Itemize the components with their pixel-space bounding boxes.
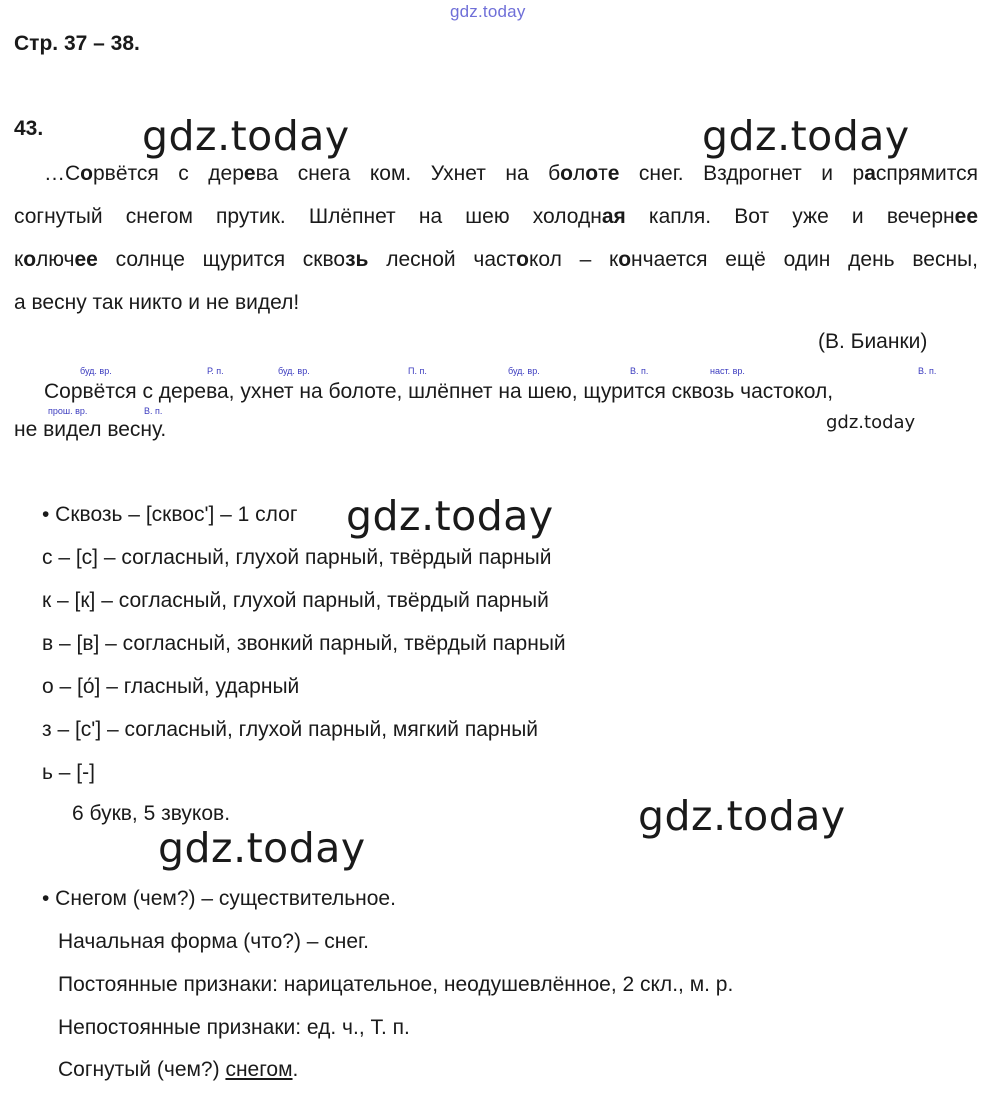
highlighted-letters: е	[607, 162, 620, 185]
highlighted-letters: о	[585, 162, 599, 185]
morph-phrase-prefix: Согнутый (чем?)	[58, 1058, 226, 1081]
highlighted-letters: ее	[74, 248, 98, 271]
morph-initial-form: Начальная форма (что?) – снег.	[58, 930, 369, 953]
morph-phrase-suffix: .	[292, 1058, 299, 1081]
highlighted-letters: ее	[954, 205, 978, 228]
phrase-block	[0, 366, 985, 480]
author: (В. Бианки)	[818, 330, 928, 353]
text-segment: а весну так никто и не видел!	[14, 291, 300, 314]
text-segment: снег. Вздрогнет и р	[619, 162, 865, 185]
text-segment: люч	[36, 248, 75, 271]
text-line	[14, 281, 978, 324]
text-line	[14, 152, 978, 195]
phonetic-row: в – [в] – согласный, звонкий парный, твёрдый парный	[42, 632, 566, 655]
watermark-small: gdz.today	[826, 412, 916, 433]
grammar-tag: Р. п.	[207, 366, 224, 376]
phrase-line: не видел весну.	[14, 418, 167, 441]
grammar-tag: П. п.	[408, 366, 427, 376]
highlighted-letters: о	[560, 162, 573, 185]
grammar-tag: буд. вр.	[508, 366, 540, 376]
phonetic-row: к – [к] – согласный, глухой парный, твёрдый парный	[42, 589, 549, 612]
highlighted-letters: ая	[601, 205, 626, 228]
grammar-tag: наст. вр.	[710, 366, 745, 376]
exercise-text	[14, 152, 978, 324]
highlighted-letters: о	[23, 248, 37, 271]
watermark-large: gdz.today	[158, 824, 366, 872]
highlighted-letters: о	[618, 248, 632, 271]
grammar-tag: буд. вр.	[80, 366, 112, 376]
text-segment: солнце щурится скво	[97, 248, 346, 271]
grammar-tag: буд. вр.	[278, 366, 310, 376]
text-line	[14, 238, 978, 281]
phonetic-row: с – [с] – согласный, глухой парный, твёрдый парный	[42, 546, 552, 569]
morph-nonconstant-features: Непостоянные признаки: ед. ч., Т. п.	[58, 1016, 410, 1039]
morph-title: • Снегом (чем?) – существительное.	[42, 887, 396, 910]
text-segment: к	[14, 248, 24, 271]
text-segment: ва снега ком. Ухнет на б	[255, 162, 561, 185]
grammar-tag: В. п.	[918, 366, 937, 376]
text-segment: рвётся с дер	[93, 162, 244, 185]
text-segment: согнутый снегом прутик. Шлёпнет на шею холодн	[14, 205, 602, 228]
phonetic-row: ь – [-]	[42, 761, 95, 784]
watermark-large: gdz.today	[142, 112, 350, 160]
grammar-tag: В. п.	[630, 366, 649, 376]
phonetic-summary: 6 букв, 5 звуков.	[72, 802, 231, 825]
watermark-large: gdz.today	[638, 792, 846, 840]
morph-phrase	[58, 1058, 298, 1082]
highlighted-letters: а	[864, 162, 876, 185]
text-segment: лесной част	[368, 248, 517, 271]
text-segment: л	[573, 162, 586, 185]
grammar-tag: прош. вр.	[48, 406, 88, 416]
page-heading: Стр. 37 – 38.	[14, 32, 140, 55]
phrase-line: Сорвётся с дерева, ухнет на болоте, шлёпнет на шею, щурится сквозь частокол,	[44, 380, 834, 403]
morph-constant-features: Постоянные признаки: нарицательное, неодушевлённое, 2 скл., м. р.	[58, 973, 734, 996]
highlighted-letters: е	[243, 162, 256, 185]
text-segment: нчается ещё один день весны,	[631, 248, 978, 271]
grammar-tag: В. п.	[144, 406, 163, 416]
highlighted-letters: о	[80, 162, 93, 185]
highlighted-letters: о	[516, 248, 529, 271]
highlighted-letters: зь	[345, 248, 369, 271]
text-line	[14, 195, 978, 238]
phonetic-title: • Сквозь – [сквос'] – 1 слог	[42, 503, 298, 526]
phonetic-row: з – [с'] – согласный, глухой парный, мягкий парный	[42, 718, 539, 741]
text-segment: спрямится	[875, 162, 978, 185]
phonetic-row: о – [о́] – гласный, ударный	[42, 675, 300, 698]
text-segment: т	[598, 162, 608, 185]
text-segment: …С	[44, 162, 81, 185]
watermark-large: gdz.today	[346, 492, 554, 540]
text-segment: кол – к	[528, 248, 619, 271]
watermark-large: gdz.today	[702, 112, 910, 160]
text-segment: капля. Вот уже и вечерн	[625, 205, 955, 228]
watermark-top: gdz.today	[450, 2, 526, 21]
morph-underlined-word: снегом	[225, 1058, 293, 1081]
exercise-number: 43.	[14, 117, 44, 140]
